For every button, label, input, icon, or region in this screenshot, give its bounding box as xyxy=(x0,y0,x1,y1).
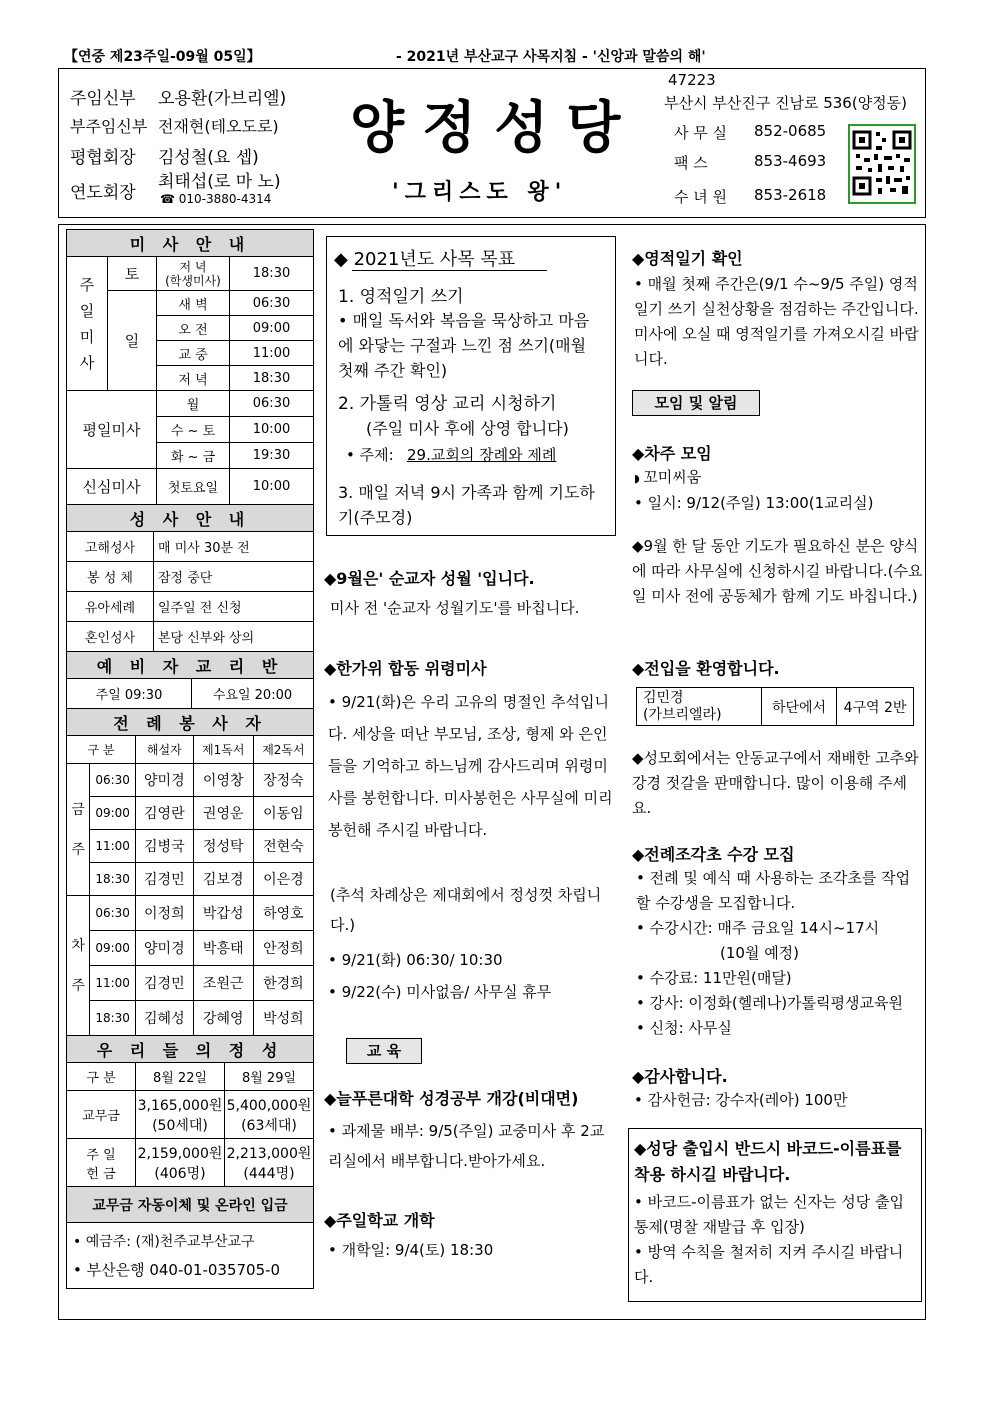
weekday-mass-label: 평일미사 xyxy=(67,391,157,469)
catechumen-table xyxy=(66,651,314,709)
carving-line: • 강사: 이정화(헬레나)가톨릭평생교육원 xyxy=(636,994,903,1012)
mass-time: 18:30 xyxy=(90,863,136,896)
server-name: 박흥태 xyxy=(193,931,253,966)
staff-role: 연도회장 xyxy=(70,183,136,203)
sacrament-name: 유아세례 xyxy=(67,592,154,622)
section-title: 미 사 안 내 xyxy=(67,230,314,257)
server-name: 박갑성 xyxy=(193,896,253,931)
sunday-mass-label: 주 일 미 사 xyxy=(67,257,108,391)
sacrament-name: 혼인성사 xyxy=(67,622,154,652)
barcode-line: • 방역 수칙을 철저히 지켜 주시길 바랍니다. xyxy=(634,1243,904,1286)
class-time: 수요일 20:00 xyxy=(192,679,314,709)
server-name: 권영운 xyxy=(193,797,253,830)
education-label: 교 육 xyxy=(346,1038,422,1064)
server-name: 조원근 xyxy=(193,966,253,1001)
barcode-title: ◆성당 출입시 반드시 바코드-이름표를 착용 하시길 바랍니다. xyxy=(634,1139,902,1184)
goal-note: (주일 미사 후에 상영 합니다) xyxy=(366,419,569,438)
contact-number: 852-0685 xyxy=(754,122,827,140)
diocese-motto: - 2021년 부산교구 사목지침 - '신앙과 말씀의 해' xyxy=(396,49,706,65)
column-header: 8월 29일 xyxy=(225,1063,314,1091)
meeting-time: • 일시: 9/12(주일) 13:00(1교리실) xyxy=(634,494,874,512)
mass-time: 10:00 xyxy=(230,469,314,505)
contact-number: 853-2618 xyxy=(754,186,827,204)
prayer-request: ◆9월 한 달 동안 기도가 필요하신 분은 양식에 따라 사무실에 신청하시길 바랍니다.(수요일 미사 전에 공동체가 함께 기도 바칩니다.) xyxy=(632,537,923,605)
welcome-title: ◆전입을 환영합니다. xyxy=(632,659,780,678)
devotion-mass-label: 신심미사 xyxy=(67,469,157,505)
mass-time: 11:00 xyxy=(90,830,136,863)
parish-name: 양정성당 xyxy=(350,95,639,161)
diary-title: ◆영적일기 확인 xyxy=(632,249,743,268)
section-title: 우 리 들 의 정 성 xyxy=(67,1036,314,1063)
contact-label: 팩 스 xyxy=(674,154,708,172)
offering-amount: 2,159,000원 (406명) xyxy=(136,1139,225,1187)
bible-class-title: ◆늘푸른대학 성경공부 개강(비대면) xyxy=(324,1089,579,1108)
class-time: 주일 09:30 xyxy=(67,679,192,709)
server-name: 강혜영 xyxy=(193,1001,253,1036)
newcomer-district: 4구역 2반 xyxy=(837,688,914,726)
servers-table xyxy=(66,708,314,1036)
mass-time: 09:00 xyxy=(90,797,136,830)
thanks-title: ◆감사합니다. xyxy=(632,1067,728,1086)
staff-role: 부주임신부 xyxy=(70,117,148,136)
day-cell: 토 xyxy=(108,257,157,291)
staff-row xyxy=(70,84,287,109)
martyrs-title: ◆9월은' 순교자 성월 '입니다. xyxy=(324,569,535,588)
staff-row xyxy=(70,143,259,168)
mass-name: 수 ~ 토 xyxy=(157,417,230,443)
column-header: 구 분 xyxy=(67,736,136,764)
mass-time: 11:00 xyxy=(230,341,314,366)
mother-club-notice: ◆성모회에서는 안동교구에서 재배한 고추와 강경 젓갈을 판매합니다. 많이 이용해 주세요. xyxy=(632,749,919,817)
martyrs-body: 미사 전 '순교자 성월기도'를 바칩니다. xyxy=(330,599,580,617)
mass-name: 첫토요일 xyxy=(157,469,230,505)
server-name: 하영호 xyxy=(253,896,313,931)
goal-topic-label: • 주제: xyxy=(346,446,394,464)
sunday-school-body: • 개학일: 9/4(토) 18:30 xyxy=(328,1241,494,1259)
qr-code-icon[interactable] xyxy=(848,124,916,204)
account-number: • 부산은행 040-01-035705-0 xyxy=(73,1260,281,1279)
autopay-title: 교무금 자동이체 및 온라인 입금 xyxy=(67,1187,314,1223)
diary-body: • 매월 첫째 주간은(9/1 수~9/5 주일) 영적일기 쓰기 실천상황을 점검하는 주간입니다. 미사에 오실 때 영적일기를 가져오시길 바랍니다. xyxy=(634,275,919,368)
chuseok-date: • 9/21(화) 06:30/ 10:30 xyxy=(328,951,503,969)
sacrament-note: 일주일 전 신청 xyxy=(154,592,314,622)
server-name: 이정희 xyxy=(136,896,194,931)
staff-name: 김성철(요 셉) xyxy=(158,148,259,168)
goal-item: 2. 가톨릭 영상 교리 시청하기 xyxy=(338,394,557,414)
goal-item: 1. 영적일기 쓰기 xyxy=(338,287,464,307)
notices-label: 모임 및 알림 xyxy=(632,390,760,416)
staff-name: 최태섭(로 마 노) xyxy=(158,172,281,192)
server-name: 김영란 xyxy=(136,797,194,830)
server-name: 김경민 xyxy=(136,863,194,896)
mass-time: 10:00 xyxy=(230,417,314,443)
server-name: 이동임 xyxy=(253,797,313,830)
contact-label: 수 녀 원 xyxy=(674,188,728,206)
offering-amount: 5,400,000원 (63세대) xyxy=(225,1091,314,1139)
contact-row xyxy=(674,122,827,143)
postcode: 47223 xyxy=(668,71,716,89)
meeting-group-name: 꼬미씨움 xyxy=(643,468,702,486)
mass-name: 교 중 xyxy=(157,341,230,366)
chuseok-body: • 9/21(화)은 우리 고유의 명절인 추석입니다. 세상을 떠난 부모님, 조상, 형제 와 은인들을 기억하고 하느님께 감사드리며 위령미사를 봉헌합니다. 미사봉헌은 사무실에 미리 봉헌해 주시길 바랍니다. xyxy=(328,693,613,839)
server-name: 안정희 xyxy=(253,931,313,966)
bullet-icon: ◗ xyxy=(634,472,644,485)
bible-class-body: • 과제물 배부: 9/5(주일) 교중미사 후 2교리실에서 배부합니다.받아가세요. xyxy=(328,1122,605,1170)
offering-type: 주 일 헌 금 xyxy=(67,1139,136,1187)
barcode-line: • 바코드-이름표가 없는 신자는 성당 출입 통제(명찰 재발급 후 입장) xyxy=(634,1193,904,1236)
column-header: 구 분 xyxy=(67,1063,136,1091)
mass-name: 월 xyxy=(157,391,230,417)
server-name: 김병국 xyxy=(136,830,194,863)
offering-amount: 2,213,000원 (444명) xyxy=(225,1139,314,1187)
server-name: 전현숙 xyxy=(253,830,313,863)
contact-number: 853-4693 xyxy=(754,152,827,170)
carving-line: • 수강료: 11만원(매달) xyxy=(636,969,792,987)
week-label: 금 주 xyxy=(67,764,90,896)
mass-name: 저 녁 (학생미사) xyxy=(157,257,230,291)
offering-type: 교무금 xyxy=(67,1091,136,1139)
sacrament-table xyxy=(66,504,314,652)
section-title: 성 사 안 내 xyxy=(67,505,314,532)
mass-time: 06:30 xyxy=(230,291,314,316)
mass-time: 06:30 xyxy=(230,391,314,417)
mass-table xyxy=(66,229,314,505)
column-header: 제1독서 xyxy=(193,736,253,764)
sacrament-name: 고해성사 xyxy=(67,532,154,562)
carving-line: • 전례 및 예식 때 사용하는 조각초를 작업할 수강생을 모집합니다. xyxy=(636,869,911,912)
server-name: 김경민 xyxy=(136,966,194,1001)
server-name: 장정숙 xyxy=(253,764,313,797)
meeting-group xyxy=(634,465,701,491)
mass-time: 06:30 xyxy=(90,896,136,931)
staff-role: 주임신부 xyxy=(70,89,136,109)
bank-info xyxy=(67,1223,314,1289)
column-header: 8월 22일 xyxy=(136,1063,225,1091)
section-title: 전 례 봉 사 자 xyxy=(67,709,314,736)
carving-line: (10월 예정) xyxy=(720,944,800,962)
mass-name: 저 녁 xyxy=(157,366,230,391)
column-header: 제2독서 xyxy=(253,736,313,764)
column-header: 해설자 xyxy=(136,736,194,764)
sunday-school-title: ◆주일학교 개학 xyxy=(324,1211,435,1230)
server-name: 양미경 xyxy=(136,764,194,797)
staff-role: 평협회장 xyxy=(70,148,136,168)
contact-row xyxy=(674,152,827,173)
staff-row xyxy=(70,114,279,137)
contact-row xyxy=(674,186,827,207)
parish-feast: '그리스도 왕' xyxy=(392,180,568,205)
server-name: 한경희 xyxy=(253,966,313,1001)
staff-name: 전재현(테오도로) xyxy=(158,117,279,136)
left-column xyxy=(66,229,314,1289)
server-name: 박성희 xyxy=(253,1001,313,1036)
goal-item: 3. 매일 저녁 9시 가족과 함께 기도하기(주모경) xyxy=(338,483,595,527)
chuseok-note: (추석 차례상은 제대회에서 정성껏 차립니다.) xyxy=(330,886,602,934)
sacrament-note: 매 미사 30분 전 xyxy=(154,532,314,562)
server-name: 양미경 xyxy=(136,931,194,966)
server-name: 이영창 xyxy=(193,764,253,797)
mass-name: 화 ~ 금 xyxy=(157,443,230,469)
mass-time: 11:00 xyxy=(90,966,136,1001)
mass-time: 19:30 xyxy=(230,443,314,469)
sacrament-note: 본당 신부와 상의 xyxy=(154,622,314,652)
welcome-table xyxy=(636,687,914,726)
meeting-title: ◆차주 모임 xyxy=(632,444,712,463)
mass-time: 09:00 xyxy=(230,316,314,341)
goals-title: ◆ 2021년도 사목 목표 xyxy=(334,249,516,270)
newcomer-name: 김민경 (가브리엘라) xyxy=(637,688,762,726)
newcomer-from: 하단에서 xyxy=(762,688,837,726)
address: 부산시 부산진구 진남로 536(양정동) xyxy=(664,94,908,112)
mass-name: 새 벽 xyxy=(157,291,230,316)
staff-name: 오용환(가브리엘) xyxy=(158,89,287,109)
server-name: 김보경 xyxy=(193,863,253,896)
phone-number: ☎ 010-3880-4314 xyxy=(160,192,272,206)
carving-title: ◆전례조각초 수강 모집 xyxy=(632,845,795,864)
mass-time: 18:30 xyxy=(230,257,314,291)
carving-line: • 수강시간: 매주 금요일 14시~17시 xyxy=(636,919,880,937)
mass-name: 오 전 xyxy=(157,316,230,341)
sacrament-name: 봉 성 체 xyxy=(67,562,154,592)
contact-label: 사 무 실 xyxy=(674,124,728,142)
sacrament-note: 잠정 중단 xyxy=(154,562,314,592)
mass-time: 18:30 xyxy=(90,1001,136,1036)
server-name: 이은경 xyxy=(253,863,313,896)
chuseok-title: ◆한가위 합동 위령미사 xyxy=(324,659,487,678)
account-holder: • 예금주: (재)천주교부산교구 xyxy=(73,1233,255,1250)
carving-line: • 신청: 사무실 xyxy=(636,1019,732,1037)
day-cell: 일 xyxy=(108,291,157,391)
server-name: 정성탁 xyxy=(193,830,253,863)
goal-topic: 29.교회의 장례와 제례 xyxy=(407,446,557,464)
offering-amount: 3,165,000원 (50세대) xyxy=(136,1091,225,1139)
mass-time: 18:30 xyxy=(230,366,314,391)
issue-label: 【연중 제23주일-09월 05일】 xyxy=(64,49,261,65)
mass-time: 06:30 xyxy=(90,764,136,797)
mass-time: 09:00 xyxy=(90,931,136,966)
offering-table xyxy=(66,1035,314,1289)
section-title: 예 비 자 교 리 반 xyxy=(67,652,314,679)
server-name: 김혜성 xyxy=(136,1001,194,1036)
title-underline xyxy=(352,270,547,271)
goal-desc: • 매일 독서와 복음을 묵상하고 마음에 와닿는 구절과 느낀 점 쓰기(매월 첫째 주간 확인) xyxy=(338,311,590,380)
chuseok-date: • 9/22(수) 미사없음/ 사무실 휴무 xyxy=(328,983,552,1001)
week-label: 차 주 xyxy=(67,896,90,1036)
thanks-body: • 감사헌금: 강수자(레아) 100만 xyxy=(634,1091,848,1109)
